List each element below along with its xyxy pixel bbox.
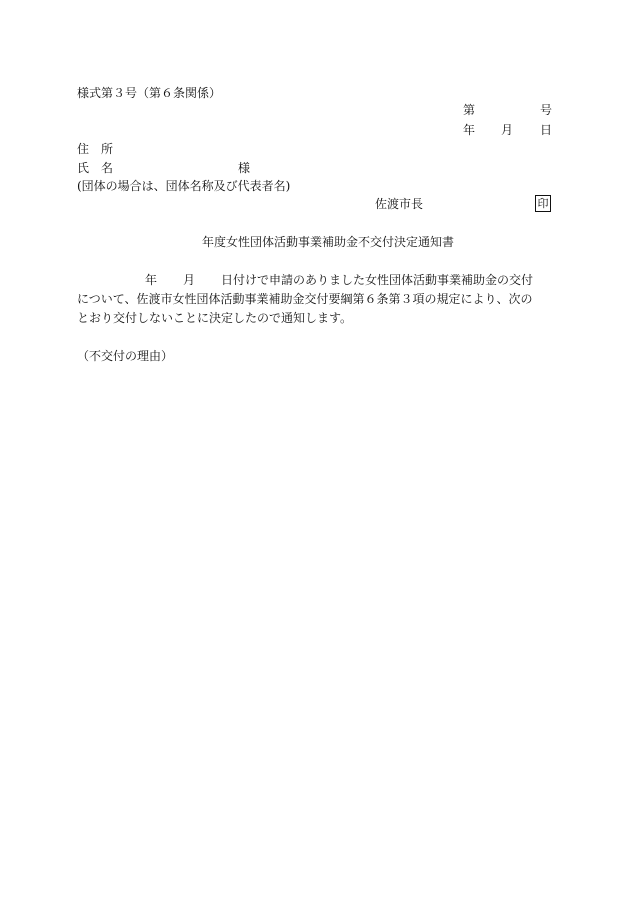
date-year: 年: [463, 123, 476, 137]
body-year: 年: [145, 273, 158, 287]
body-line3: とおり交付しないことに決定したので通知します。: [77, 311, 353, 325]
reason-label: （不交付の理由）: [77, 349, 174, 363]
document-title: 年度女性団体活動事業補助金不交付決定通知書: [202, 235, 455, 249]
doc-number-prefix: 第: [463, 103, 476, 117]
body-line1: 日付けで申請のありました女性団体活動事業補助金の交付: [221, 273, 534, 287]
body-line2: について、佐渡市女性団体活動事業補助金交付要綱第６条第３項の規定により、次の: [77, 292, 533, 306]
seal-mark: 印: [535, 195, 551, 212]
issuer-title: 佐渡市長: [375, 197, 424, 211]
recipient-address-label: 住 所: [77, 142, 114, 156]
date-day: 日: [540, 123, 553, 137]
date-month: 月: [501, 123, 514, 137]
doc-number-suffix: 号: [540, 103, 553, 117]
body-month: 月: [183, 273, 196, 287]
form-number: 様式第３号（第６条関係）: [77, 86, 222, 100]
recipient-name-label: 氏 名: [77, 161, 114, 175]
recipient-group-note: (団体の場合は、団体名称及び代表者名): [77, 179, 291, 193]
recipient-honorific: 様: [238, 161, 251, 175]
